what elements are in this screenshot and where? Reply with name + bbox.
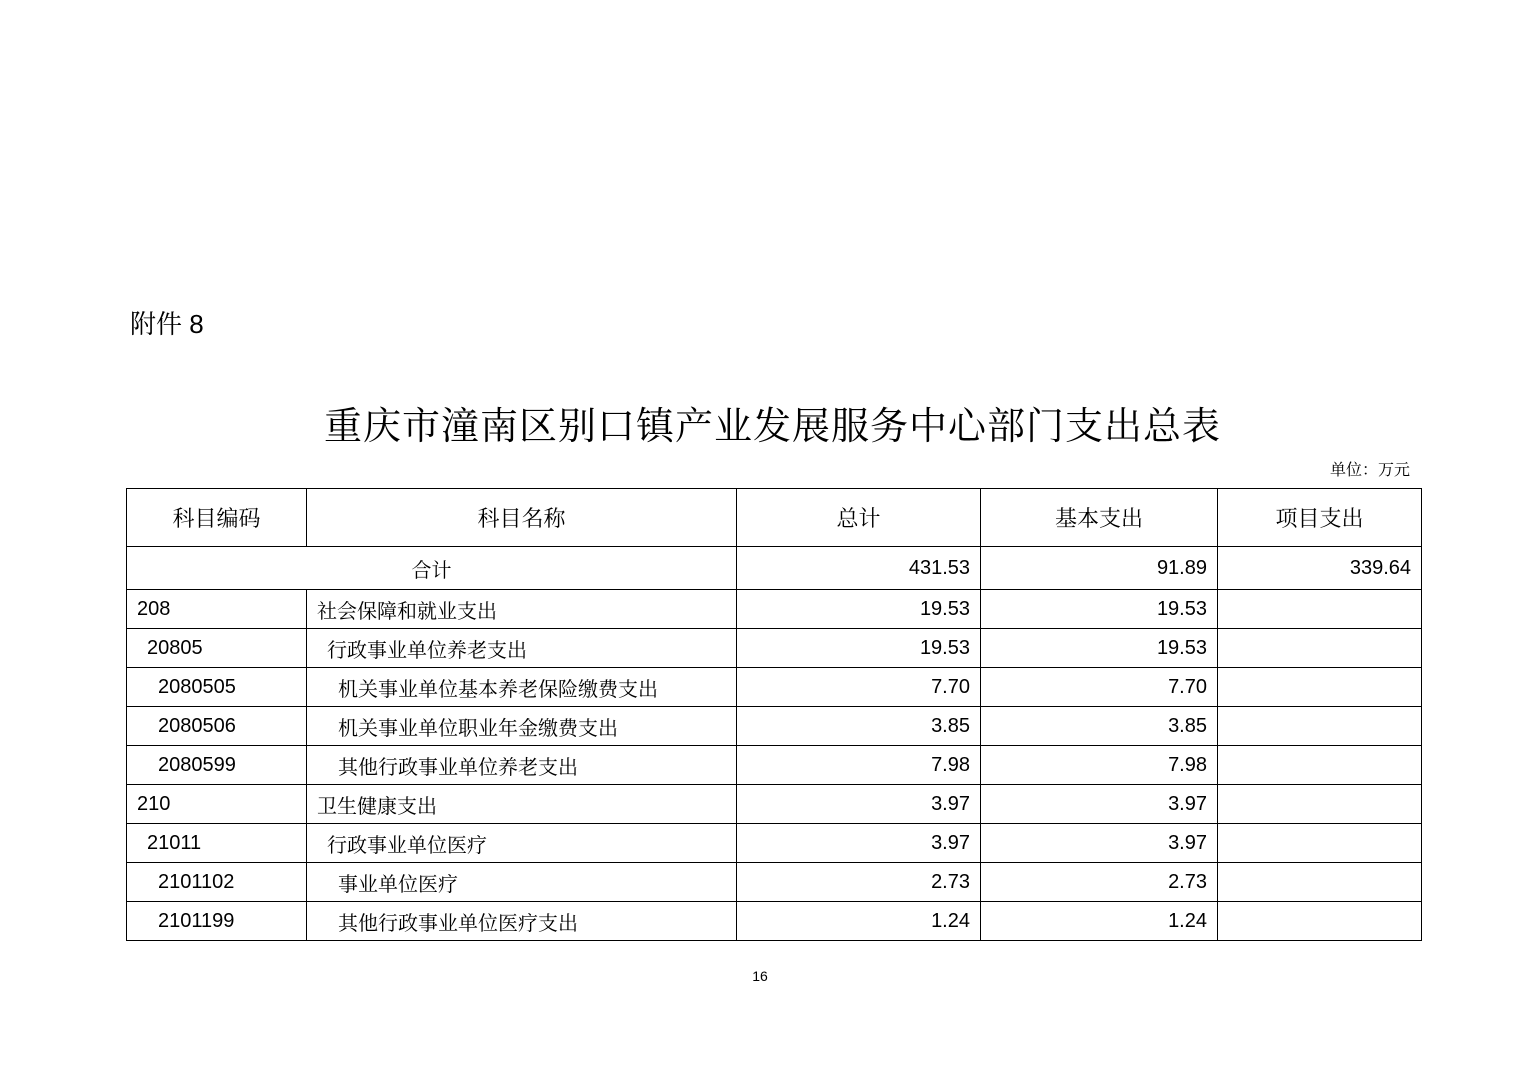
- page-title: 重庆市潼南区别口镇产业发展服务中心部门支出总表: [323, 406, 1221, 448]
- row-project: [1218, 863, 1422, 902]
- row-total: 2.73: [737, 863, 981, 902]
- unit-label: 单位：万元: [1329, 462, 1410, 479]
- total-total: 431.53: [737, 547, 981, 590]
- row-basic: 3.97: [981, 785, 1218, 824]
- table-row: [127, 902, 1422, 941]
- total-project: 339.64: [1218, 547, 1422, 590]
- table-row: [127, 785, 1422, 824]
- table-row: [127, 746, 1422, 785]
- row-name: 行政事业单位医疗: [307, 824, 737, 863]
- row-total: 3.97: [737, 785, 981, 824]
- table-row: [127, 863, 1422, 902]
- row-project: [1218, 824, 1422, 863]
- table-row: [127, 590, 1422, 629]
- row-code: 2101102: [127, 863, 307, 902]
- row-code: 20805: [127, 629, 307, 668]
- row-total: 7.98: [737, 746, 981, 785]
- row-total: 1.24: [737, 902, 981, 941]
- row-total: 7.70: [737, 668, 981, 707]
- row-project: [1218, 707, 1422, 746]
- row-name: 卫生健康支出: [307, 785, 737, 824]
- row-project: [1218, 629, 1422, 668]
- row-total: 3.97: [737, 824, 981, 863]
- row-code: 210: [127, 785, 307, 824]
- header-name: 科目名称: [307, 489, 737, 547]
- header-project: 项目支出: [1218, 489, 1422, 547]
- row-basic: 3.85: [981, 707, 1218, 746]
- header-basic: 基本支出: [981, 489, 1218, 547]
- row-project: [1218, 746, 1422, 785]
- table-row: [127, 707, 1422, 746]
- row-name: 机关事业单位基本养老保险缴费支出: [307, 668, 737, 707]
- row-project: [1218, 785, 1422, 824]
- row-code: 2101199: [127, 902, 307, 941]
- row-project: [1218, 902, 1422, 941]
- row-basic: 7.98: [981, 746, 1218, 785]
- table-row: [127, 824, 1422, 863]
- row-code: 21011: [127, 824, 307, 863]
- row-name: 事业单位医疗: [307, 863, 737, 902]
- row-project: [1218, 590, 1422, 629]
- table-header-row: [127, 489, 1422, 547]
- row-name: 其他行政事业单位医疗支出: [307, 902, 737, 941]
- row-basic: 1.24: [981, 902, 1218, 941]
- row-total: 19.53: [737, 629, 981, 668]
- row-code: 208: [127, 590, 307, 629]
- row-code: 2080506: [127, 707, 307, 746]
- row-basic: 7.70: [981, 668, 1218, 707]
- table-row: [127, 629, 1422, 668]
- total-basic: 91.89: [981, 547, 1218, 590]
- row-name: 社会保障和就业支出: [307, 590, 737, 629]
- row-total: 19.53: [737, 590, 981, 629]
- row-name: 其他行政事业单位养老支出: [307, 746, 737, 785]
- row-code: 2080599: [127, 746, 307, 785]
- row-basic: 19.53: [981, 629, 1218, 668]
- row-name: 机关事业单位职业年金缴费支出: [307, 707, 737, 746]
- total-label: 合计: [127, 547, 737, 590]
- header-total: 总计: [737, 489, 981, 547]
- total-row: [127, 547, 1422, 590]
- row-basic: 2.73: [981, 863, 1218, 902]
- row-basic: 3.97: [981, 824, 1218, 863]
- header-code: 科目编码: [127, 489, 307, 547]
- row-total: 3.85: [737, 707, 981, 746]
- table-row: [127, 668, 1422, 707]
- row-basic: 19.53: [981, 590, 1218, 629]
- row-name: 行政事业单位养老支出: [307, 629, 737, 668]
- attachment-label: 附件 8: [130, 309, 204, 339]
- expense-table: [126, 488, 1422, 941]
- page-number: 16: [752, 968, 768, 984]
- row-code: 2080505: [127, 668, 307, 707]
- row-project: [1218, 668, 1422, 707]
